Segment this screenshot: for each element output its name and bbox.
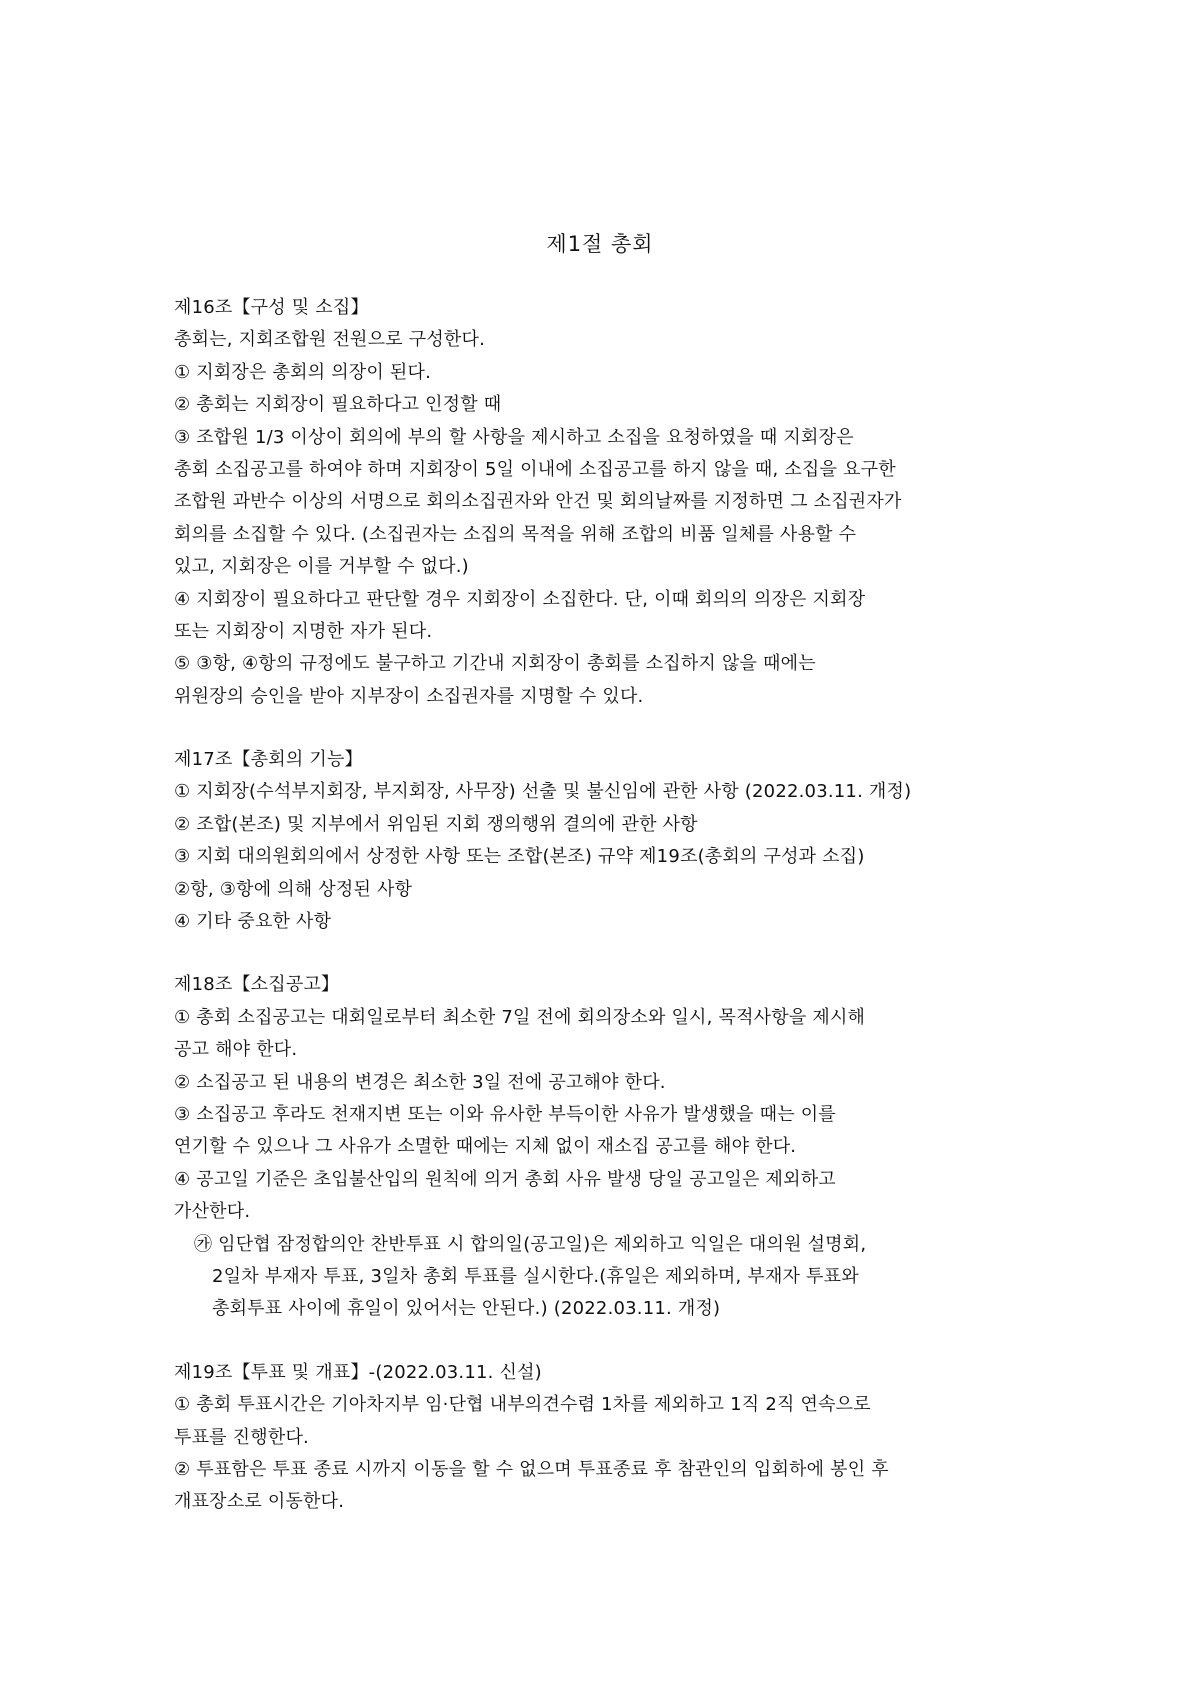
- article-18-subitem-line: 2일차 부재자 투표, 3일차 총회 투표를 실시한다.(휴일은 제외하며, 부재자 투표와: [212, 1265, 859, 1287]
- article-18-line: ② 소집공고 된 내용의 변경은 최소한 3일 전에 공고해야 한다.: [174, 1071, 666, 1093]
- article-18-line: 가산한다.: [174, 1201, 251, 1223]
- spacer: [174, 713, 1054, 744]
- article-16-line: 또는 지회장이 지명한 자가 된다.: [174, 620, 433, 642]
- article-16-line: 총회는, 지회조합원 전원으로 구성한다.: [174, 329, 486, 351]
- section-title: 제1절 총회: [546, 232, 654, 256]
- article-18-line: 공고 해야 한다.: [174, 1039, 298, 1061]
- article-16-line: 조합원 과반수 이상의 서명으로 회의소집권자와 안건 및 회의날짜를 지정하면 그 소집권자가: [174, 491, 902, 513]
- article-16-line: ② 총회는 지회장이 필요하다고 인정할 때: [174, 394, 502, 416]
- article-16-line: 있고, 지회장은 이를 거부할 수 없다.): [174, 556, 469, 578]
- article-17-line: ②항, ③항에 의해 상정된 사항: [174, 878, 413, 900]
- article-16-line: 위원장의 승인을 받아 지부장이 소집권자를 지명할 수 있다.: [174, 685, 644, 707]
- article-18-line: 연기할 수 있으나 그 사유가 소멸한 때에는 지체 없이 재소집 공고를 해야 한다.: [174, 1136, 797, 1158]
- article-17-line: ② 조합(본조) 및 지부에서 위임된 지회 쟁의행위 결의에 관한 사항: [174, 813, 698, 835]
- article-19-line: ② 투표함은 투표 종료 시까지 이동을 할 수 없으며 투표종료 후 참관인의 입회하에 봉인 후: [174, 1458, 889, 1480]
- article-18-line: ① 총회 소집공고는 대회일로부터 최소한 7일 전에 회의장소와 일시, 목적사항을 제시해: [174, 1006, 866, 1028]
- article-19-line: 개표장소로 이동한다.: [174, 1491, 345, 1513]
- article-19-heading: 제19조【투표 및 개표】-(2022.03.11. 신설): [174, 1361, 542, 1383]
- article-17-line: ① 지회장(수석부지회장, 부지회장, 사무장) 선출 및 불신임에 관한 사항 (2022.03.11. 개정): [174, 781, 912, 803]
- article-16-heading: 제16조【구성 및 소집】: [174, 297, 369, 318]
- article-18-line: ④ 공고일 기준은 초입불산입의 원칙에 의거 총회 사유 발생 당일 공고일은 제외하고: [174, 1168, 836, 1190]
- article-16-line: ① 지회장은 총회의 의장이 된다.: [174, 361, 431, 383]
- article-19-line: ① 총회 투표시간은 기아차지부 임·단협 내부의견수렴 1차를 제외하고 1직 2직 연속으로: [174, 1394, 871, 1416]
- article-17-line: ③ 지회 대의원회의에서 상정한 사항 또는 조합(본조) 규약 제19조(총회의 구성과 소집): [174, 846, 865, 868]
- article-18-heading: 제18조【소집공고】: [174, 974, 340, 996]
- spacer: [174, 938, 1054, 969]
- article-16-line: 총회 소집공고를 하여야 하며 지회장이 5일 이내에 소집공고를 하지 않을 때, 소집을 요구한: [174, 458, 896, 480]
- article-16-line: ⑤ ③항, ④항의 규정에도 불구하고 기간내 지회장이 총회를 소집하지 않을 때에는: [174, 653, 816, 675]
- article-16-line: ④ 지회장이 필요하다고 판단할 경우 지회장이 소집한다. 단, 이때 회의의 의장은 지회장: [174, 588, 866, 610]
- article-17-line: ④ 기타 중요한 사항: [174, 911, 332, 933]
- document-body: [174, 292, 1054, 1519]
- spacer: [174, 1326, 1054, 1357]
- article-18-subitem-line: 총회투표 사이에 휴일이 있어서는 안된다.) (2022.03.11. 개정): [212, 1298, 721, 1320]
- article-18-line: ③ 소집공고 후라도 천재지변 또는 이와 유사한 부득이한 사유가 발생했을 때는 이를: [174, 1103, 836, 1125]
- article-16-line: ③ 조합원 1/3 이상이 회의에 부의 할 사항을 제시하고 소집을 요청하였을 때 지회장은: [174, 426, 854, 448]
- article-16-line: 회의를 소집할 수 있다. (소집권자는 소집의 목적을 위해 조합의 비품 일체를 사용할 수: [174, 523, 857, 545]
- article-17-heading: 제17조【총회의 기능】: [174, 749, 363, 771]
- article-19-line: 투표를 진행한다.: [174, 1426, 309, 1448]
- article-18-subitem-line: ㉮ 임단협 잠정합의안 찬반투표 시 합의일(공고일)은 제외하고 익일은 대의원 설명회,: [194, 1233, 867, 1255]
